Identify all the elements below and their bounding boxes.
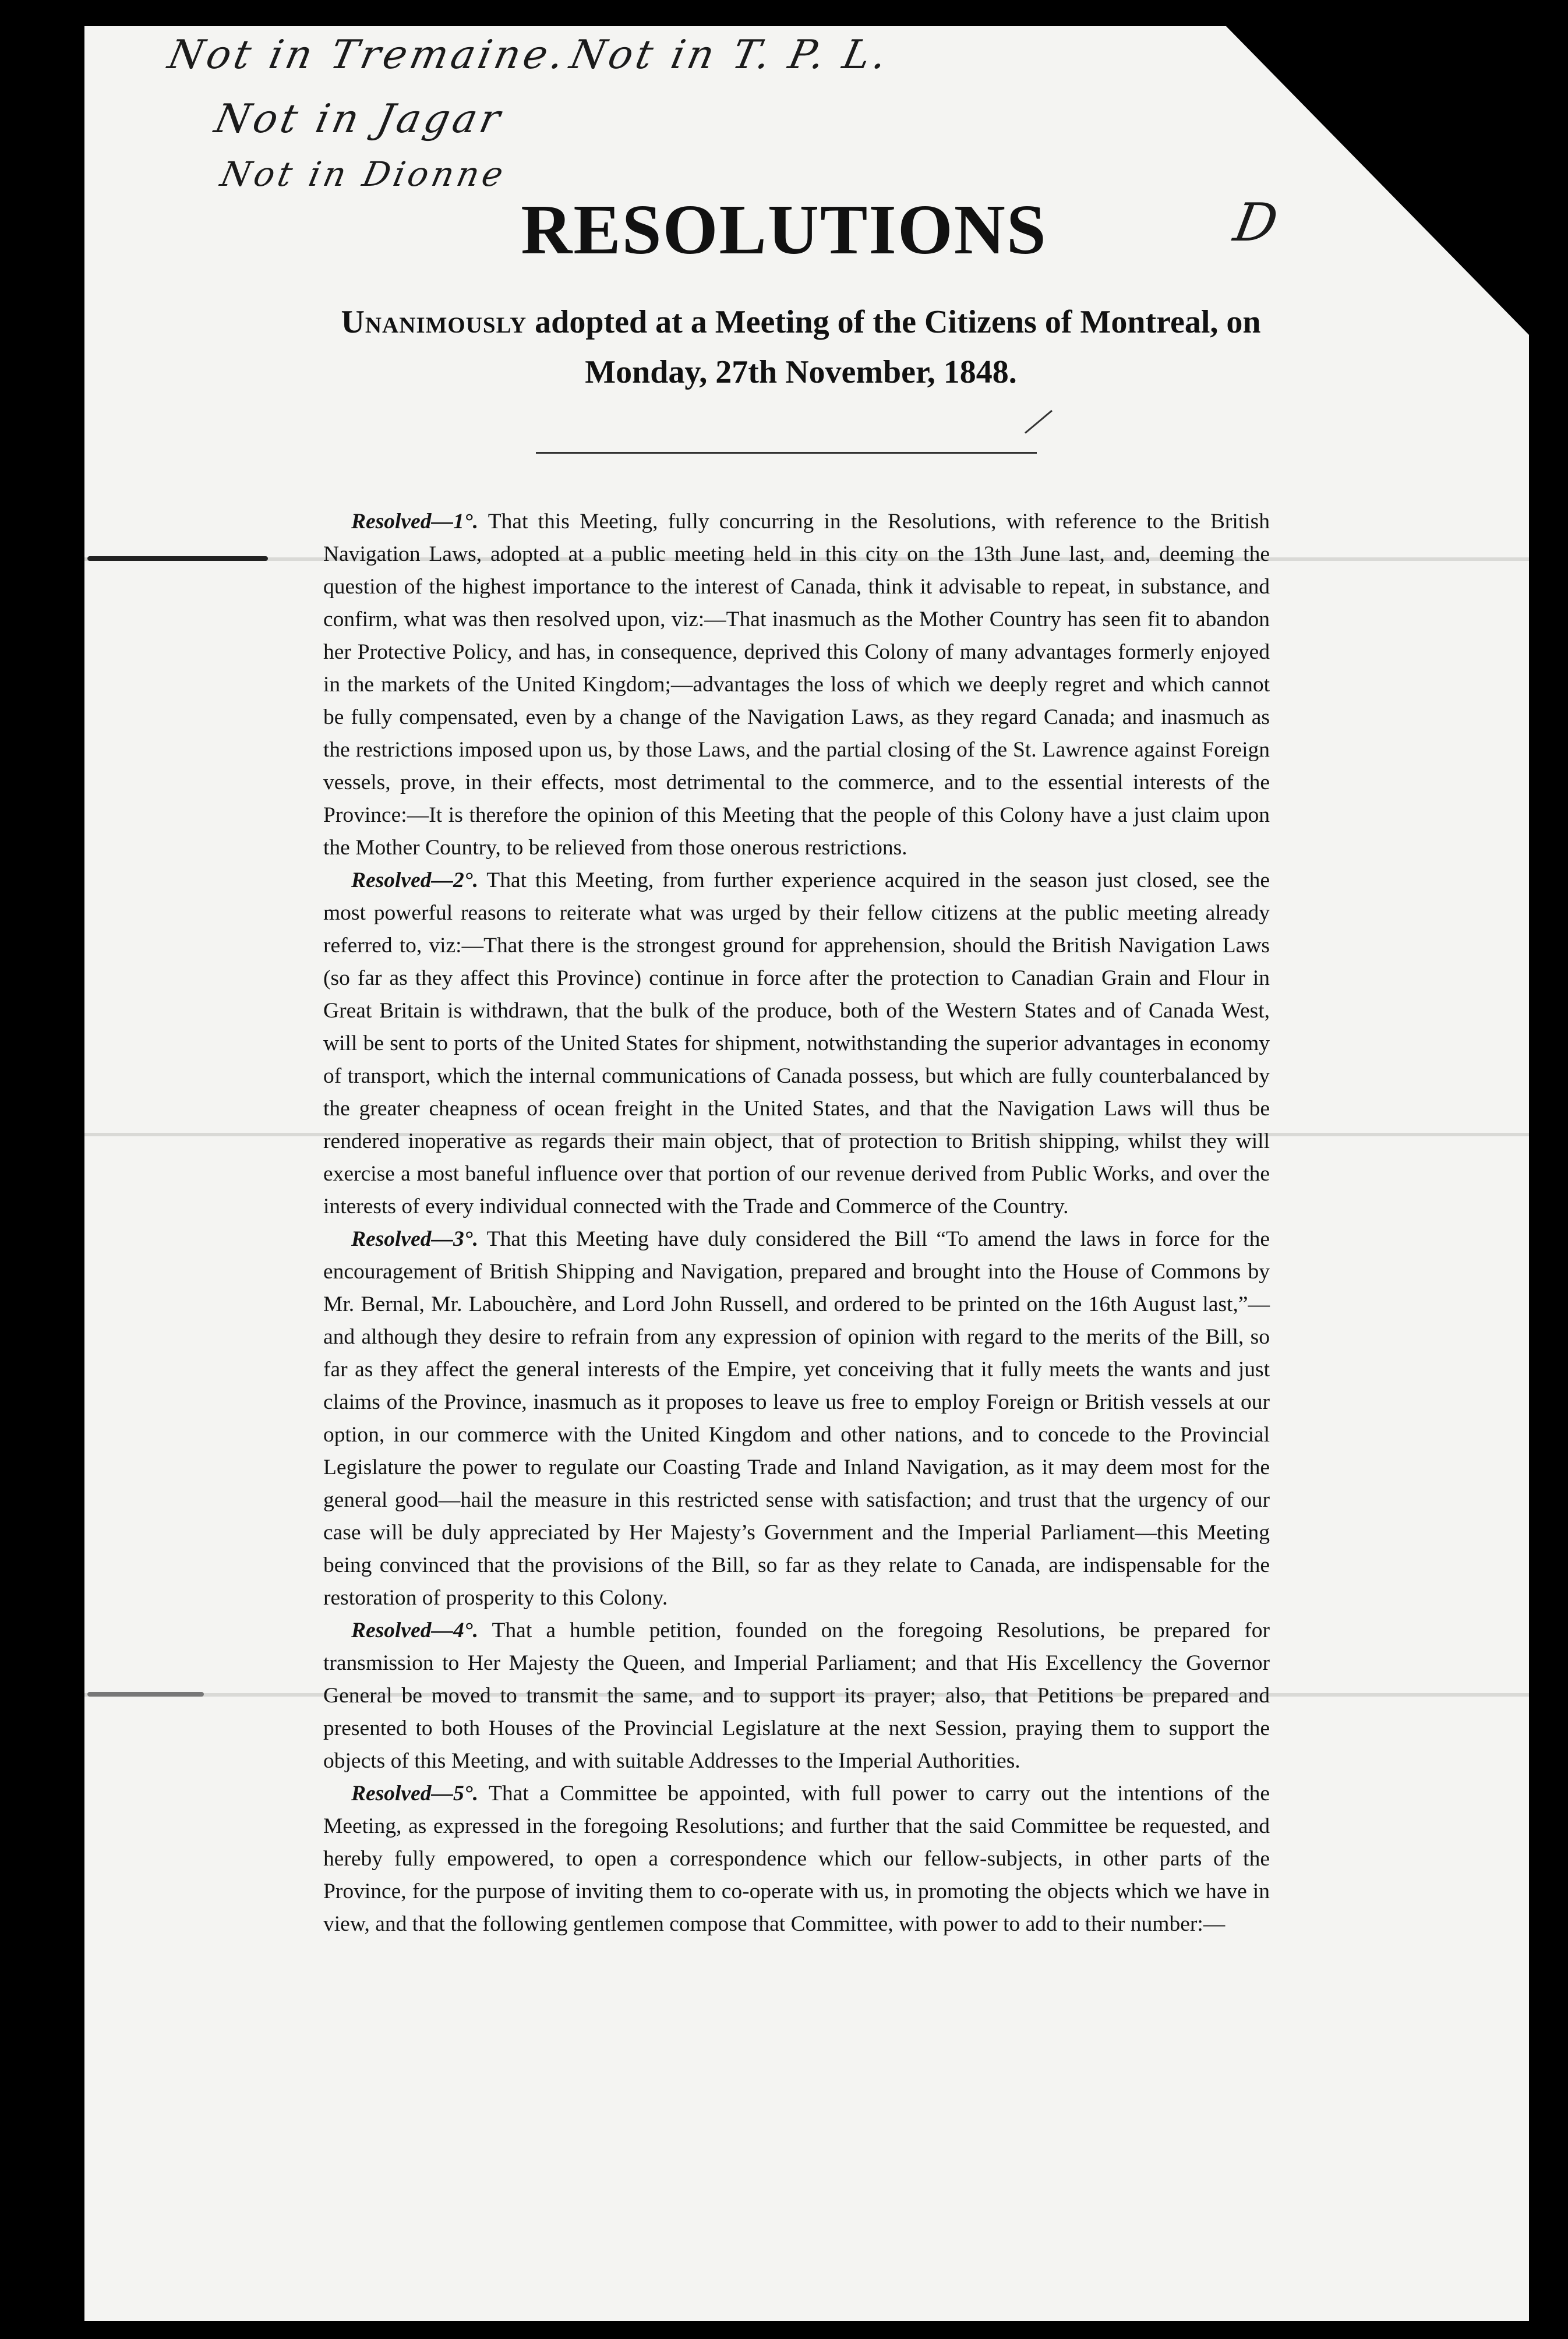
resolution-label: Resolved—2°. [351,868,479,892]
handwritten-note: Not in Dionne [217,154,510,194]
resolution-paragraph [323,1614,1270,1778]
document-subtitle [309,297,1293,397]
handwritten-note: Not in T. P. L. [566,32,895,78]
resolution-label: Resolved—1°. [351,510,479,533]
subtitle-text: adopted at a Meeting of the Citizens of Montreal, on Monday, 27th November, 1848. [535,304,1261,390]
resolution-text: That a Committee be appointed, with full power to carry out the intentions of the Meeting, as expressed in the foregoing Resolutions; and further that the said Committee be requested, and hereby fully empowered, to open a correspondence which our fellow-subjects, in other parts of the Province, for the purpose of inviting them to co-operate with us, in promoting the objects which we have in view, and that the following gentlemen compose that Committee, with power to add to their number:— [323,1782,1270,1936]
document-title: RESOLUTIONS [521,190,1047,269]
handwritten-annotations [164,32,926,207]
handwritten-corner-mark: D [1229,192,1283,253]
resolution-text: That this Meeting have duly considered the Bill “To amend the laws in force for the encouragement of British Shipping and Navigation, prepared and brought into the House of Commons by Mr. Bernal, Mr. Labouchère, and Lord John Russell, and ordered to be printed on the 16th August last,”—and although they desire to refrain from any expression of opinion with regard to the merits of the Bill, so far as they affect the general interests of the Empire, yet conceiving that it fully meets the wants and just claims of the Province, inasmuch as it proposes to leave us free to employ Foreign or British vessels at our option, in our commerce with the United Kingdom and other nations, and to concede to the Provincial Legislature the power to regulate our Coasting Trade and Inland Navigation, as it may deem most for the general good—hail the measure in this restricted sense with satisfaction; and trust that the urgency of our case will be duly appreciated by Her Majesty’s Government and the Imperial Parliament—this Meeting being convinced that the provisions of the Bill, so far as they relate to Canada, are indispensable for the restoration of prosperity to this Colony. [323,1227,1270,1610]
handwritten-note: Not in Tremaine. [164,32,572,78]
resolutions-body [323,506,1270,1941]
resolution-paragraph [323,864,1270,1223]
resolution-text: That a humble petition, founded on the foregoing Resolutions, be prepared for transmission to Her Majesty the Queen, and Imperial Parliament; and that His Excellency the Governor General be moved to transmit the same, and to support its prayer; also, that Petitions be prepared and presented to both Houses of the Provincial Legislature at the next Session, praying them to support the objects of this Meeting, and with suitable Addresses to the Imperial Authorities. [323,1619,1270,1773]
handwritten-note: Not in Jagar [210,96,508,142]
decorative-rule [536,452,1037,454]
resolution-label: Resolved—3°. [351,1227,479,1251]
resolution-paragraph [323,1223,1270,1614]
resolution-paragraph [323,1778,1270,1941]
margin-tear-mark [87,556,268,561]
subtitle-lead: Unanimously [341,304,527,340]
resolution-text: That this Meeting, fully concurring in the Resolutions, with reference to the British Navigation Laws, adopted at a public meeting held in this city on the 13th June last, and, deeming the question of the highest importance to the interest of Canada, think it advisable to repeat, in substance, and confirm, what was then resolved upon, viz:—That inasmuch as the Mother Country has seen fit to abandon her Protective Policy, and has, in consequence, deprived this Colony of many advantages formerly enjoyed in the markets of the United Kingdom;—advantages the loss of which we deeply regret and which cannot be fully compensated, even by a change of the Navigation Laws, as they regard Canada; and inasmuch as the restrictions imposed upon us, by those Laws, and the partial closing of the St. Lawrence against Foreign vessels, prove, in their effects, most detrimental to the commerce, and to the essential interests of the Province:—It is therefore the opinion of this Meeting that the people of this Colony have a just claim upon the Mother Country, to be relieved from those onerous restrictions. [323,510,1270,860]
resolution-text: That this Meeting, from further experience acquired in the season just closed, see the most powerful reasons to reiterate what was urged by their fellow citizens at the public meeting already referred to, viz:—That there is the strongest ground for apprehension, should the British Navigation Laws (so far as they affect this Province) continue in force after the protection to Canadian Grain and Flour in Great Britain is withdrawn, that the bulk of the produce, both of the Western States and of Canada West, will be sent to ports of the United States for shipment, notwithstanding the superior advantages in economy of transport, which the internal communications of Canada possess, but which are fully counterbalanced by the greater cheapness of ocean freight in the United States, and that the Navigation Laws will thus be rendered inoperative as regards their main object, that of protection to British shipping, whilst they will exercise a most baneful influence over that portion of our revenue derived from Public Works, and over the interests of every individual connected with the Trade and Commerce of the Country. [323,868,1270,1218]
resolution-paragraph [323,506,1270,864]
resolution-label: Resolved—4°. [351,1619,479,1642]
margin-tear-mark [87,1692,204,1697]
resolution-label: Resolved—5°. [351,1782,479,1806]
